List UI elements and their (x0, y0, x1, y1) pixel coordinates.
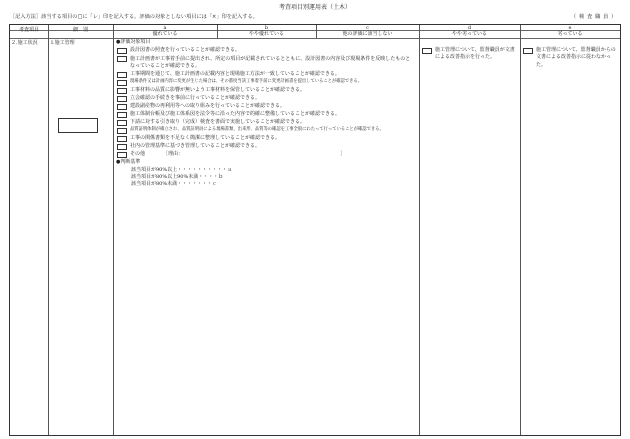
item-checkbox-6[interactable] (117, 96, 127, 102)
grade-d-letter: d (467, 25, 472, 31)
item-checkbox-8[interactable] (117, 112, 127, 118)
grade-e-text: 施工管理について、監督職員からの文書による改善指示に従わなかった。 (536, 47, 616, 68)
reason-close: ］ (340, 151, 346, 157)
grade-a-letter: a (163, 25, 167, 31)
row-category: ２.施工状況 (11, 40, 38, 46)
col-divider-6 (520, 25, 521, 435)
row-subcategory: Ⅰ.施工管理 (51, 40, 75, 46)
item-text-7: 建設副産物の再利用等への取り組みを行っていることが確認できる。 (130, 103, 286, 109)
criteria-heading: ●判断基準 (116, 159, 141, 165)
grade-d-checkbox[interactable] (422, 48, 432, 54)
col-divider-1 (48, 25, 49, 435)
grade-e-checkbox[interactable] (523, 48, 533, 54)
item-checkbox-2[interactable] (117, 56, 127, 62)
criteria-b: 該当項目が80%以上90%未満・・・・ｂ (131, 174, 224, 180)
item-text-1: 設計図書の照査を行っていることが確認できる。 (130, 47, 241, 53)
header-divider-2 (10, 38, 620, 39)
inspector-label: （ 検 査 職 員 ） (571, 14, 617, 20)
grade-c-letter: c (366, 25, 369, 31)
item-text-5: 工事材料の品質に影響が無いよう工事材料を保管していることが確認できる。 (130, 87, 306, 93)
criteria-c: 該当項目が80%未満・・・・・・・ｃ (131, 181, 218, 187)
criteria-a: 該当項目が90%以上・・・・・・・・・・ａ (131, 167, 233, 173)
item-text-3: 工事期間を通じて、施工計画書の記載内容と現場施工方法が一致していることが確認できる。 (130, 71, 340, 77)
grade-e-letter: e (568, 25, 572, 31)
grade-b-desc: やや優れている (248, 31, 284, 37)
item-checkbox-12[interactable] (117, 144, 127, 150)
item-checkbox-11[interactable] (117, 136, 127, 142)
other-label: その他 (130, 151, 146, 157)
document-title: 考査項目別運用表（土木） (278, 4, 351, 11)
item-checkbox-1[interactable] (117, 48, 127, 54)
header-subcategory: 細 別 (72, 27, 88, 33)
item-checkbox-other[interactable] (117, 152, 127, 158)
item-checkbox-10[interactable] (117, 128, 127, 134)
item-checkbox-3[interactable] (117, 72, 127, 78)
grade-c-desc: 他の評価に該当しない (342, 31, 393, 37)
item-checkbox-4[interactable] (117, 80, 127, 86)
item-text-11: 工事の関係書類を不足なく簡潔に整理していることが確認できる。 (130, 135, 281, 141)
item-checkbox-5[interactable] (117, 88, 127, 94)
item-checkbox-9[interactable] (117, 120, 127, 126)
item-text-6: 立会確認の手続きを事前に行っていることが確認できる。 (130, 95, 261, 101)
instructions: ［記入方法］該当する項目の□に「レ」印を記入する。評価の対象としない項目には「×」印を記入する。 (10, 14, 258, 20)
header-category: 考査項目 (18, 27, 39, 33)
item-text-8: 施工体制台帳及び施工体系図を法令等に沿った内容で的確に整備していることが確認できる。 (130, 111, 341, 117)
item-text-12: 社内の管理基準に基づき管理していることが確認できる。 (130, 143, 261, 149)
item-text-4: 現場条件又は計画内容に変更が生じた場合は、その都度当該工事着手前に変更計画書を提出していることが確認できる。 (130, 79, 363, 84)
target-heading: ●評価対象項目 (116, 39, 151, 45)
rating-entry-box[interactable] (58, 118, 98, 133)
evaluation-table (9, 24, 621, 436)
col-divider-2 (113, 25, 114, 435)
grade-a-desc: 優れている (152, 31, 178, 37)
col-divider-5 (419, 25, 420, 435)
grade-d-desc: やや劣っている (451, 31, 487, 37)
item-text-9: 下請に対する引き取り（完成）検査を書面で実施していることが確認できる。 (130, 119, 306, 125)
reason-label: ［理由： (163, 151, 184, 157)
item-text-2: 施工計画書が工事着手前に提出され、所定の項目が記載されているとともに、設計図書の内容及び現場条件を反映したものとなっていることが確認できる。 (130, 56, 411, 69)
item-text-10: 品質証明体制が確立され、品質証明員による現場書類、出来形、品質等の確認を工事全般にわたって行っていることが確認できる。 (130, 127, 384, 132)
grade-d-text: 施工管理について、監督職員が文書による改善指示を行った。 (435, 47, 515, 61)
grade-e-desc: 劣っている (557, 31, 583, 37)
item-checkbox-7[interactable] (117, 104, 127, 110)
grade-b-letter: b (264, 25, 269, 31)
